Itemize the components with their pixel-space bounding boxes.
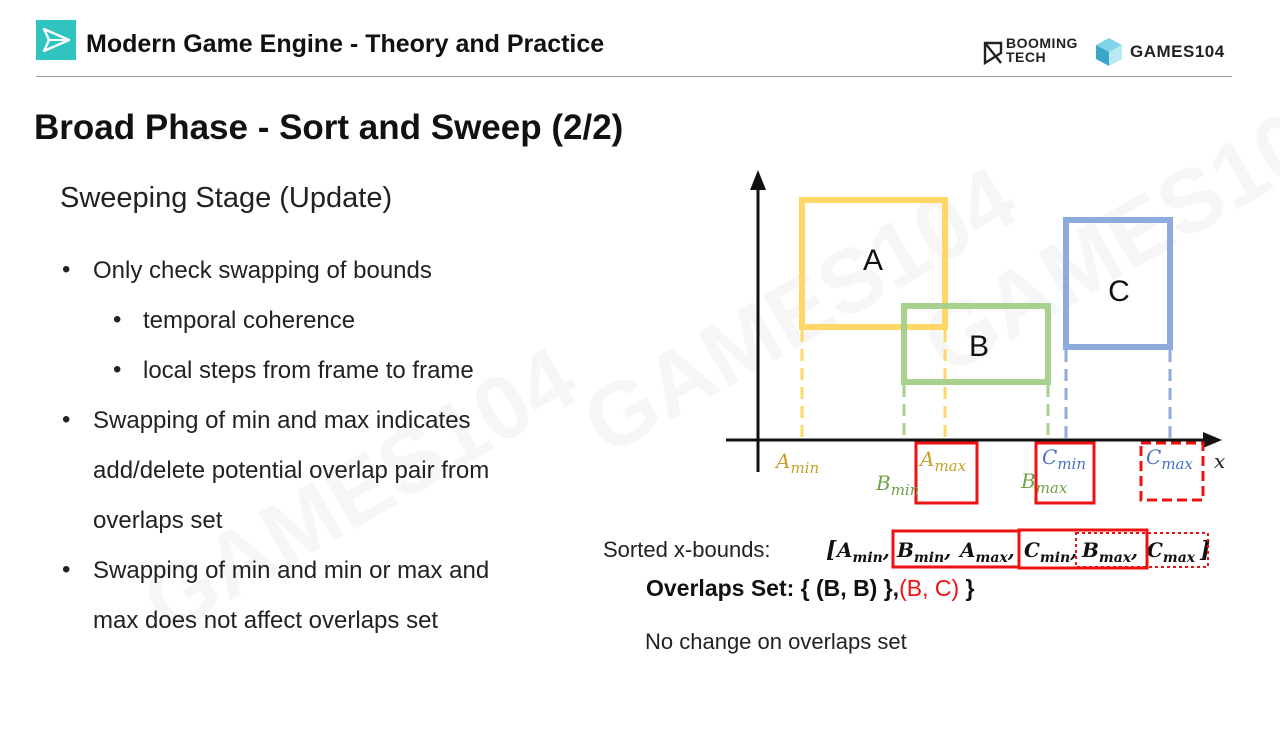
sorted-bounds-prefix: Sorted x-bounds: bbox=[603, 537, 771, 562]
bullet-item: temporal coherence bbox=[143, 307, 356, 334]
box-a-label: A bbox=[862, 244, 884, 277]
bullet-item: Swapping of min and min or max and bbox=[93, 557, 490, 584]
y-axis-arrow-icon bbox=[750, 170, 766, 190]
bullet-dot: • bbox=[62, 256, 71, 283]
bullet-dot: • bbox=[113, 356, 122, 383]
sorted-bounds-open-bracket: [ bbox=[826, 537, 837, 563]
sorted-bounds-items bbox=[835, 538, 1196, 566]
bullet-item: add/delete potential overlap pair from bbox=[93, 457, 490, 484]
bullet-dot: • bbox=[62, 556, 71, 583]
c-min-bound-label: $C_{min}$ bbox=[1042, 445, 1086, 473]
sorted-bound-item: $B_{min}$, bbox=[897, 538, 952, 566]
brand-booming-line2: TECH bbox=[1006, 49, 1047, 65]
x-axis-label: x bbox=[1214, 449, 1226, 473]
slide-title: Broad Phase - Sort and Sweep (2/2) bbox=[34, 108, 624, 147]
overlaps-note: No change on overlaps set bbox=[645, 629, 907, 654]
bullet-item: local steps from frame to frame bbox=[143, 357, 474, 384]
sorted-bound-item: $C_{max}$ bbox=[1147, 538, 1196, 566]
overlaps-new-pair: (B, C) bbox=[899, 575, 960, 601]
course-title: Modern Game Engine - Theory and Practice bbox=[86, 30, 605, 58]
sorted-bound-item: $A_{min}$, bbox=[837, 538, 890, 566]
games104-logo-text: GAMES104 bbox=[1130, 42, 1225, 61]
a-min-bound-label: $A_{min}$ bbox=[776, 449, 820, 477]
bullet-dot: • bbox=[62, 406, 71, 433]
bullet-item: Only check swapping of bounds bbox=[93, 257, 432, 284]
overlaps-close: } bbox=[965, 575, 975, 601]
b-max-bound-label: $B_{max}$ bbox=[1021, 469, 1068, 497]
b-min-bound-label: $B_{min}$ bbox=[876, 471, 920, 499]
brand-booming-line1: BOOMING bbox=[1006, 35, 1078, 51]
box-c-label: C bbox=[1108, 275, 1130, 308]
sorted-bound-item: $A_{max}$, bbox=[960, 538, 1015, 566]
overlaps-set bbox=[646, 575, 974, 602]
bullet-dot: • bbox=[113, 306, 122, 333]
box-b-label: B bbox=[968, 330, 990, 363]
c-max-bound-label: $C_{max}$ bbox=[1146, 445, 1193, 473]
bullet-item: max does not affect overlaps set bbox=[93, 607, 439, 634]
overlaps-set-label: Overlaps Set: { (B, B) }, bbox=[646, 575, 900, 601]
bullet-item: Swapping of min and max indicates bbox=[93, 407, 471, 434]
a-max-bound-label: $A_{max}$ bbox=[920, 447, 967, 475]
sorted-bound-item: $C_{min}$, bbox=[1024, 538, 1078, 566]
sorted-bounds-close-bracket: ] bbox=[1200, 537, 1211, 563]
bullet-item: overlaps set bbox=[93, 507, 223, 534]
x-axis-arrow-icon bbox=[1203, 432, 1222, 448]
slide-subtitle: Sweeping Stage (Update) bbox=[60, 182, 393, 214]
sorted-bound-item: $B_{max}$, bbox=[1082, 538, 1139, 566]
